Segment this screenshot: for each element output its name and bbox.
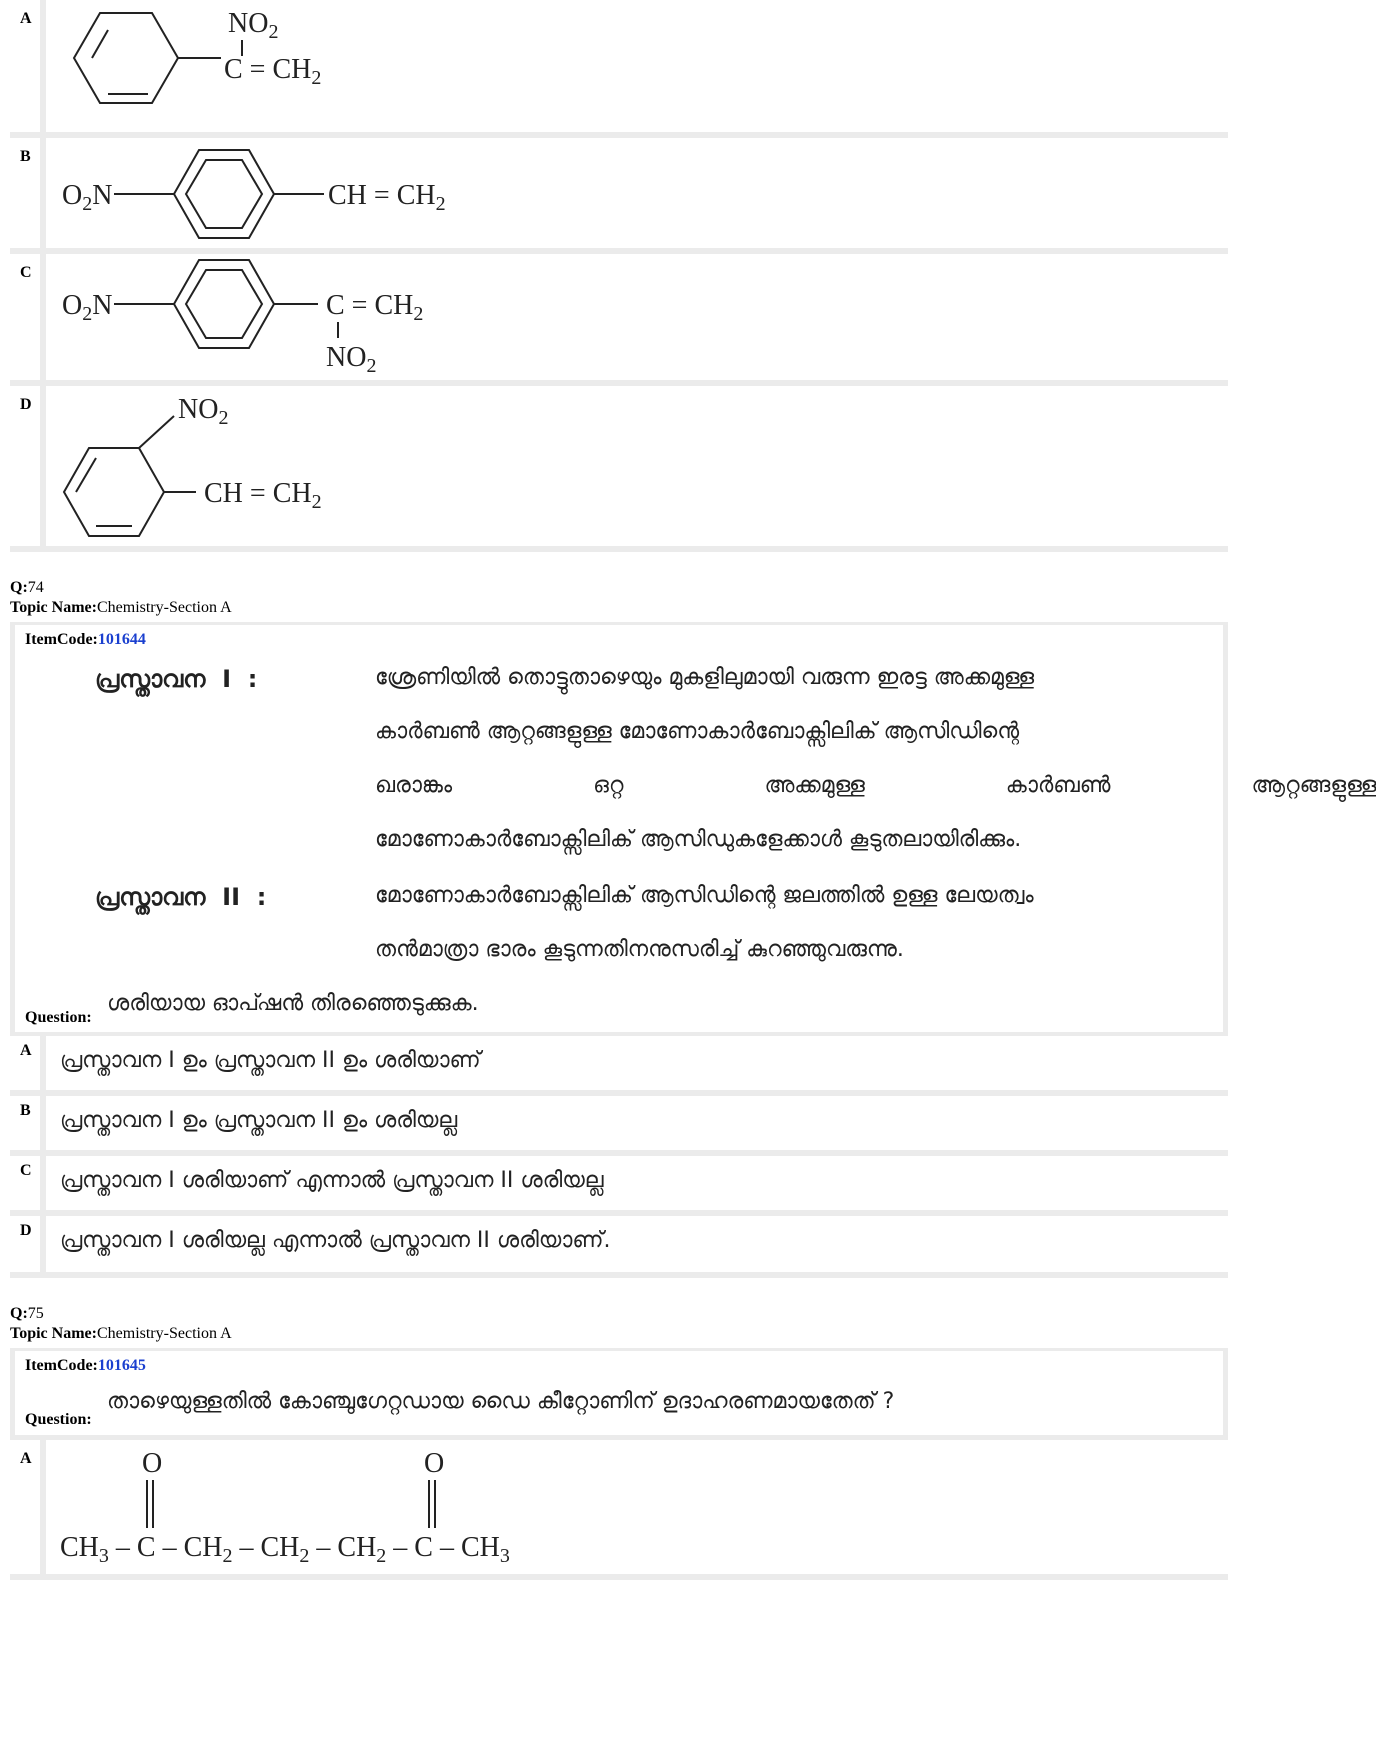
- option-text: പ്രസ്താവന I ശരിയല്ല എന്നാൽ പ്രസ്താവന II ശരിയാണ്.: [60, 1228, 611, 1253]
- q73-option-c[interactable]: [10, 254, 1228, 380]
- q74-option-b[interactable]: [10, 1096, 1228, 1150]
- nitrostyrene-alpha-structure: [56, 0, 356, 130]
- nitro-group-label: $NO_2$: [178, 394, 229, 429]
- option-text: പ്രസ്താവന I ഉം പ്രസ്താവന II ഉം ശരിയാണ്: [60, 1048, 481, 1073]
- option-letter: C: [20, 264, 32, 281]
- option-letter: A: [20, 1042, 32, 1059]
- q75-option-a[interactable]: [10, 1440, 1228, 1574]
- diketone-chain: $CH_3$ – C – $CH_2 - CH_2 - CH_2$ – C – $CH_3$: [60, 1532, 510, 1567]
- q74-frame: [10, 622, 1376, 1278]
- option-letter: A: [20, 1450, 32, 1467]
- option-letter: A: [20, 10, 32, 27]
- option-text: പ്രസ്താവന I ശരിയാണ് എന്നാൽ പ്രസ്താവന II ശരിയല്ല: [60, 1168, 604, 1193]
- q73-option-b[interactable]: [10, 138, 1228, 248]
- question-label: Question:: [25, 1009, 92, 1026]
- q73-option-d[interactable]: [10, 386, 1228, 546]
- statement2-line-1: മോണോകാർബോക്സിലിക് ആസിഡിന്റെ ജലത്തിൽ ഉള്ള ലേയത്വം: [375, 883, 1034, 908]
- nitro-nitrostyrene-structure: [56, 254, 476, 380]
- carbonyl-oxygen-1: O: [142, 1448, 163, 1479]
- q74-option-a[interactable]: [10, 1036, 1228, 1090]
- nitro-group-label: $NO_2$: [326, 342, 377, 377]
- diketone-structure: [56, 1440, 576, 1574]
- statement2-line-2: തൻമാത്രാ ഭാരം കൂടുന്നതിനനുസരിച്ച് കുറഞ്ഞുവരുന്നു.: [375, 937, 904, 962]
- q73-option-a[interactable]: [10, 0, 1228, 132]
- statement1-line-3: ഖരാങ്കം ഒറ്റ അക്കമുള്ള കാർബൺ ആറ്റങ്ങളുള്ള: [375, 773, 1376, 798]
- q73-options: [10, 0, 1228, 552]
- statement2-label: പ്രസ്താവന II :: [95, 883, 267, 911]
- statement1-line-1: ശ്രേണിയിൽ തൊട്ടുതാഴെയും മുകളിലുമായി വരുന്ന ഇരട്ട അക്കമുള്ള: [375, 665, 1035, 690]
- option-letter: D: [20, 1222, 32, 1239]
- alkene-label: $C = CH_2$: [326, 290, 424, 325]
- statement1-label: പ്രസ്താവന I :: [95, 665, 258, 693]
- option-letter: C: [20, 1162, 32, 1179]
- nitro-left-label: $O_2N$: [62, 180, 113, 215]
- statement1-line-2: കാർബൺ ആറ്റങ്ങളുള്ള മോണോകാർബോക്സിലിക് ആസിഡിന്റെ: [375, 719, 1020, 744]
- q75-itemcode: ItemCode:101645: [25, 1357, 146, 1374]
- q74-option-c[interactable]: [10, 1156, 1228, 1210]
- o-nitrostyrene-structure: [56, 386, 376, 546]
- nitro-left-label: $O_2N$: [62, 290, 113, 325]
- option-letter: B: [20, 148, 31, 165]
- q74-stem: [15, 625, 1376, 1032]
- q75-stem: [15, 1351, 1223, 1435]
- q75-number: Q:75: [10, 1305, 44, 1322]
- question-text: ശരിയായ ഓപ്ഷൻ തിരഞ്ഞെടുക്കുക.: [107, 991, 479, 1016]
- q75-topic: Topic Name:Chemistry-Section A: [10, 1325, 232, 1342]
- q74-itemcode: ItemCode:101644: [25, 631, 146, 648]
- carbonyl-oxygen-2: O: [424, 1448, 445, 1479]
- q74-option-d[interactable]: [10, 1216, 1228, 1272]
- vinyl-label: CH = $CH_2$: [328, 180, 446, 215]
- q74-number: Q:74: [10, 579, 44, 596]
- option-letter: B: [20, 1102, 31, 1119]
- question-text: താഴെയുള്ളതിൽ കോഞ്ചുഗേറ്റഡായ ഡൈ കീറ്റോണിന് ഉദാഹരണമായതേത് ?: [107, 1389, 895, 1414]
- question-label: Question:: [25, 1411, 92, 1428]
- option-text: പ്രസ്താവന I ഉം പ്രസ്താവന II ഉം ശരിയല്ല: [60, 1108, 458, 1133]
- statement1-line-4: മോണോകാർബോക്സിലിക് ആസിഡുകളേക്കാൾ കൂടുതലായിരിക്കും.: [375, 827, 1022, 852]
- alkene-label: $C = CH_2$: [224, 54, 322, 89]
- option-letter: D: [20, 396, 32, 413]
- vinyl-label: CH = $CH_2$: [204, 478, 322, 513]
- q74-topic: Topic Name:Chemistry-Section A: [10, 599, 232, 616]
- q75-frame: [10, 1348, 1228, 1580]
- nitro-group-label: $NO_2$: [228, 8, 279, 43]
- p-nitrostyrene-structure: [56, 138, 476, 248]
